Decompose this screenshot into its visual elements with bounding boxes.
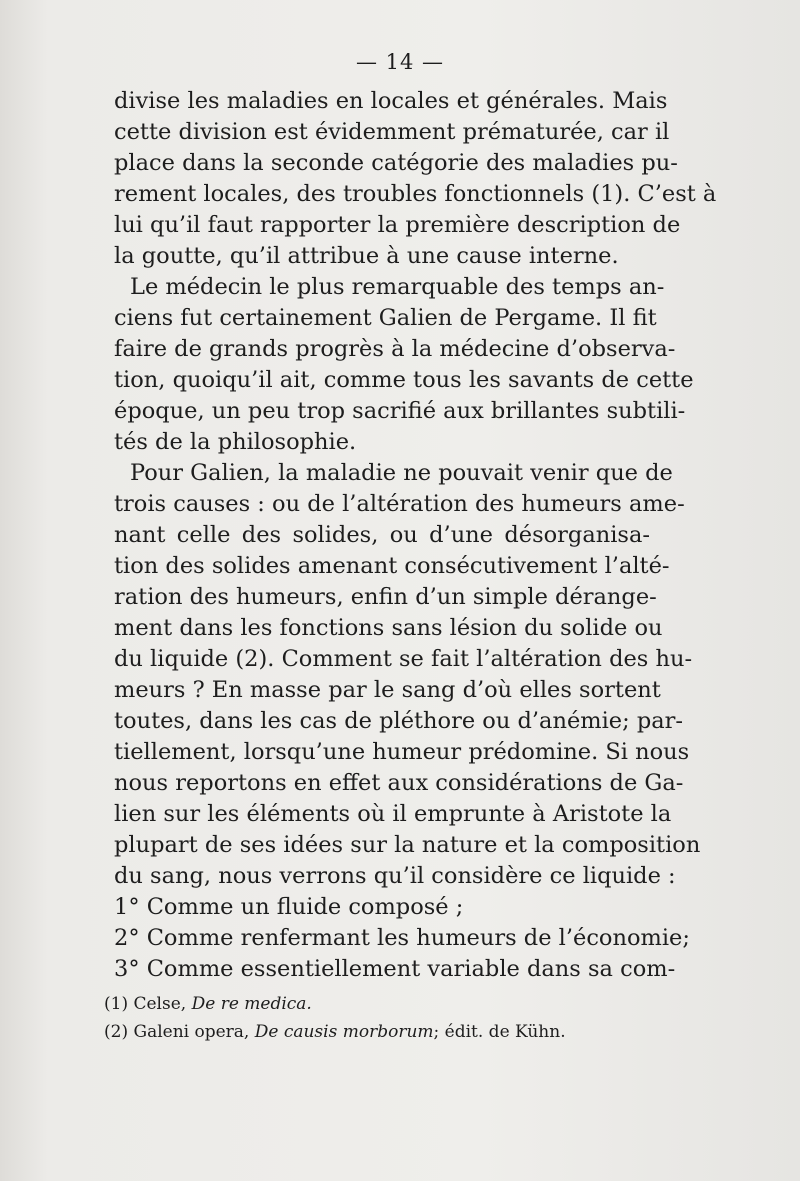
footnote-1-text: (1) Celse, — [104, 994, 192, 1014]
text-line: du sang, nous verrons qu’il considère ce liquide : — [114, 863, 676, 889]
text-line: cette division est évidemment prématurée, car il — [114, 119, 670, 145]
text-line: place dans la seconde catégorie des maladies pu- — [114, 150, 678, 176]
text-line: plupart de ses idées sur la nature et la composition — [114, 832, 701, 858]
text-line: trois causes : ou de l’altération des humeurs ame- — [114, 491, 685, 517]
text-line: ration des humeurs, enfin d’un simple dérange- — [114, 584, 657, 610]
page-number: — 14 — — [355, 50, 445, 74]
text-line: nous reportons en effet aux considérations de Ga- — [114, 770, 684, 796]
footnote-1-title: De re medica. — [191, 994, 312, 1014]
text-line: divise les maladies en locales et générales. Mais — [114, 88, 668, 114]
text-line: lui qu’il faut rapporter la première description de — [114, 212, 681, 238]
text-line: nant celle des solides, ou d’une désorganisa- — [114, 522, 650, 548]
body-text — [114, 86, 717, 985]
footnote-2-edition: ; édit. de Kühn. — [433, 1022, 566, 1042]
text-line: 3° Comme essentiellement variable dans sa com- — [114, 956, 676, 982]
text-line: tion des solides amenant consécutivement l’alté- — [114, 553, 670, 579]
footnotes — [104, 990, 644, 1046]
footnote-2-title: De causis morborum — [254, 1022, 434, 1042]
text-line: ciens fut certainement Galien de Pergame. Il fit — [114, 305, 657, 331]
text-line: faire de grands progrès à la médecine d’observa- — [114, 336, 676, 362]
text-line: meurs ? En masse par le sang d’où elles sortent — [114, 677, 661, 703]
text-line: toutes, dans les cas de pléthore ou d’anémie; par- — [114, 708, 684, 734]
text-line: Le médecin le plus remarquable des temps an- — [130, 274, 665, 300]
text-line: tion, quoiqu’il ait, comme tous les savants de cette — [114, 367, 694, 393]
footnote-1 — [104, 990, 644, 1018]
text-line: tés de la philosophie. — [114, 429, 357, 455]
text-line: du liquide (2). Comment se fait l’altération des hu- — [114, 646, 693, 672]
footnote-2-text: (2) Galeni opera, — [104, 1022, 255, 1042]
text-line: rement locales, des troubles fonctionnels (1). C’est à — [114, 181, 717, 207]
footnote-2 — [104, 1018, 644, 1046]
text-line: lien sur les éléments où il emprunte à Aristote la — [114, 801, 672, 827]
text-line: la goutte, qu’il attribue à une cause interne. — [114, 243, 619, 269]
text-line: Pour Galien, la maladie ne pouvait venir que de — [130, 460, 673, 486]
text-line: 1° Comme un fluide composé ; — [114, 894, 464, 920]
text-line: ment dans les fonctions sans lésion du solide ou — [114, 615, 663, 641]
text-line: 2° Comme renfermant les humeurs de l’économie; — [114, 925, 690, 951]
text-line: époque, un peu trop sacrifié aux brillantes subtili- — [114, 398, 686, 424]
text-line: tiellement, lorsqu’une humeur prédomine. Si nous — [114, 739, 690, 765]
